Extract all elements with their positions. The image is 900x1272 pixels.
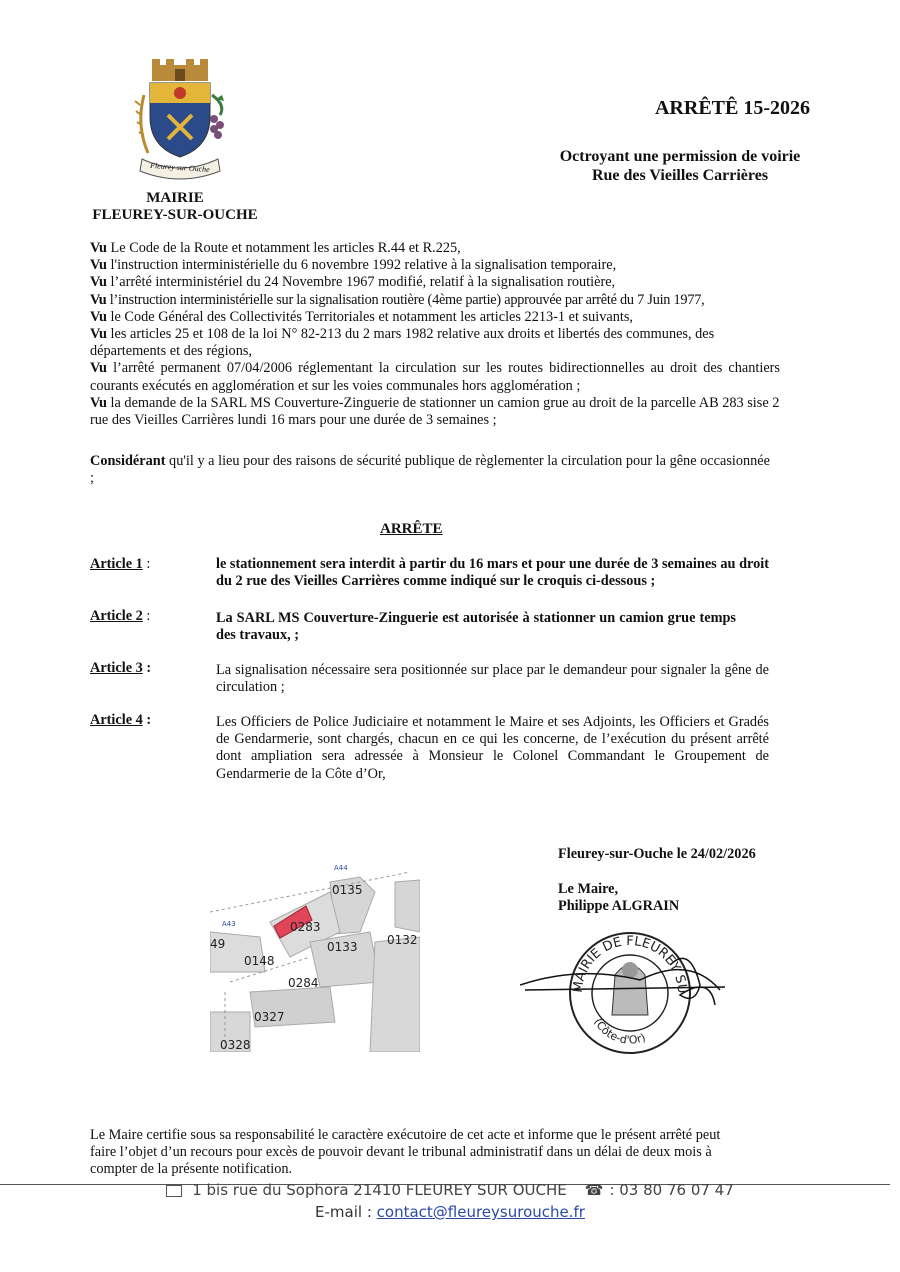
signature-role: Le Maire,	[558, 881, 619, 897]
signature-name: Philippe ALGRAIN	[558, 898, 680, 914]
visas-section	[90, 240, 780, 429]
article-3-text: La signalisation nécessaire sera positionnée sur place par le demandeur pour signaler la gêne de circulation ;	[216, 662, 769, 696]
signature-block	[558, 881, 679, 915]
footer-email-label: E-mail :	[315, 1203, 372, 1221]
parcel-label: 0135	[332, 883, 363, 897]
crest-motto: Fleurey sur Ouche	[149, 160, 211, 175]
article-2-label: Article 2 :	[90, 608, 151, 624]
cadastral-map	[210, 862, 420, 1052]
road-label-a44: A44	[334, 864, 348, 872]
subtitle-line2: Rue des Vieilles Carrières	[591, 167, 769, 184]
arrete-heading: ARRÊTE	[380, 521, 443, 537]
certification-paragraph: Le Maire certifie sous sa responsabilité le caractère exécutoire de cet acte et informe que le présent arrêté peut faire l’objet d’un recours pour excès de pouvoir devant le tribunal administratif dans un délai de deux mois à compter de la présente notification.	[90, 1127, 721, 1178]
considerant-paragraph	[90, 453, 770, 487]
mairie-heading	[90, 190, 260, 224]
commune-label: FLEUREY-SUR-OUCHE	[92, 207, 258, 223]
mail-icon	[166, 1185, 182, 1197]
crest-logo	[130, 55, 230, 185]
parcel-label: 0148	[244, 954, 275, 968]
stamp-top-text: MAIRIE DE FLEUREY SU	[570, 933, 690, 995]
subtitle-line1: Octroyant une permission de voirie	[559, 148, 801, 165]
visa-item: Vu les articles 25 et 108 de la loi N° 82-213 du 2 mars 1982 relative aux droits et libertés des communes, des départements et des régions,	[90, 326, 715, 360]
parcel-label: 0328	[220, 1038, 251, 1052]
parcel-label: 0283	[290, 920, 321, 934]
parcel-label: 0284	[288, 976, 319, 990]
visa-item: Vu l’arrêté interministériel du 24 Novembre 1967 modifié, relatif à la signalisation routière,	[90, 274, 616, 291]
visa-item: Vu le Code Général des Collectivités Territoriales et notamment les articles 2213-1 et suivants,	[90, 308, 633, 325]
mairie-label: MAIRIE	[146, 190, 204, 206]
considerant-lead: Considérant	[90, 453, 166, 469]
official-stamp	[520, 925, 730, 1055]
visa-item: Vu Le Code de la Route et notamment les articles R.44 et R.225,	[90, 240, 461, 256]
parcel-label: 0327	[254, 1010, 285, 1024]
footer-email-line	[0, 1203, 900, 1221]
footer-address: 1 bis rue du Sophora 21410 FLEUREY SUR OUCHE	[192, 1181, 567, 1199]
signature-place-date: Fleurey-sur-Ouche le 24/02/2026	[558, 846, 756, 862]
parcel-label: 49	[210, 937, 226, 951]
visa-item: Vu l'instruction interministérielle du 6 novembre 1992 relative à la signalisation temporaire,	[90, 257, 617, 274]
visa-item: Vu la demande de la SARL MS Couverture-Zinguerie de stationner un camion grue au droit de la parcelle AB 283 sise 2 rue des Vieilles Carrières lundi 16 mars pour une durée de 3 semaines ;	[90, 394, 780, 429]
visa-item: Vu l’instruction interministérielle sur la signalisation routière (4ème partie) approuvée par arrêté du 7 Juin 1977,	[90, 291, 705, 308]
article-3-label: Article 3 :	[90, 660, 152, 676]
visa-item: Vu l’arrêté permanent 07/04/2006 réglementant la circulation sur les routes bidirectionnelles au droit des chantiers courants exécutés en agglomération et sur les voies communales hors agglomération ;	[90, 360, 780, 394]
footer-email-link[interactable]: contact@fleureysurouche.fr	[376, 1203, 585, 1221]
considerant-text: qu'il y a lieu pour des raisons de sécurité publique de règlementer la circulation pour la gêne occasionnée ;	[90, 453, 770, 487]
parcel-label: 0132	[387, 933, 418, 947]
article-2-text: La SARL MS Couverture-Zinguerie est autorisée à stationner un camion grue temps des travaux, ;	[216, 610, 736, 644]
article-1-text: le stationnement sera interdit à partir du 16 mars et pour une durée de 3 semaines au droit du 2 rue des Vieilles Carrières comme indiqué sur le croquis ci-dessous ;	[216, 556, 769, 590]
phone-icon: ☎	[584, 1181, 604, 1199]
article-4-label: Article 4 :	[90, 712, 152, 728]
document-subtitle	[520, 147, 840, 185]
footer-phone: : 03 80 76 07 47	[609, 1181, 734, 1199]
road-label-a43: A43	[222, 920, 236, 928]
article-4-text: Les Officiers de Police Judiciaire et notamment le Maire et ses Adjoints, les Officiers et Gradés de Gendarmerie, sont chargés, chacun en ce qui les concerne, de l’exécution du présent arrêté dont ampliation sera adressée à Monsieur le Colonel Commandant le Groupement de Gendarmerie de la Côte d’Or,	[216, 714, 769, 782]
stamp-bottom-text: (Côte-d'Or)	[591, 1016, 648, 1047]
document-title: ARRÊTÊ 15-2026	[654, 97, 810, 119]
parcel-label: 0133	[327, 940, 358, 954]
footer-address-line	[0, 1181, 900, 1199]
article-1-label: Article 1 :	[90, 556, 151, 572]
